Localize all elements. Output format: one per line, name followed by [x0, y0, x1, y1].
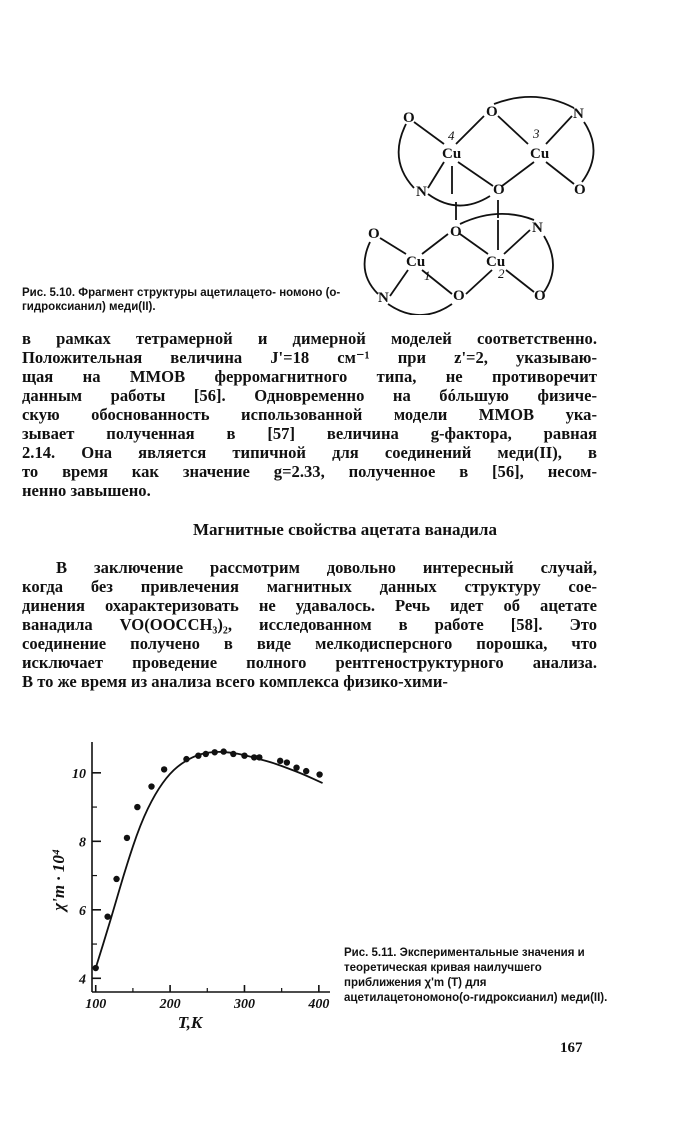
y-tick-label: 8: [79, 835, 86, 851]
data-point: [241, 752, 247, 758]
fitted-curve: [96, 752, 323, 968]
atom-o: O: [403, 110, 415, 126]
data-point: [220, 748, 226, 754]
data-point: [212, 749, 218, 755]
data-point: [93, 965, 99, 971]
atom-o: O: [493, 182, 505, 198]
susceptibility-chart: [40, 730, 340, 1040]
body-text-line: 2.14. Она является типичной для соединений меди(II), в: [22, 443, 597, 462]
body-text-line: щая на ММОВ ферромагнитного типа, не противоречит: [22, 367, 597, 386]
x-tick-label: 300: [233, 997, 255, 1012]
chart-curve-group: [96, 752, 323, 968]
atom-o: O: [574, 182, 586, 198]
atom-o: O: [450, 224, 462, 240]
y-tick-label: 4: [79, 972, 86, 988]
body-text-line: то время как значение g=2.33, полученное в [56], несом-: [22, 462, 597, 481]
data-point: [183, 756, 189, 762]
figure-caption: Рис. 5.11. Экспериментальные значения и теоретическая кривая наилучшего приближения χ'm (T) для ацетилацетономоно(о-гидроксианил) меди(II).: [344, 947, 608, 1004]
x-tick-label: 400: [308, 997, 330, 1012]
body-text-line: в рамках тетрамерной и димерной моделей соответственно.: [22, 329, 597, 348]
data-point: [195, 752, 201, 758]
page-number: 167: [560, 1040, 583, 1056]
atom-n: N: [416, 184, 427, 200]
body-text-line: ненно завышено.: [22, 481, 151, 500]
body-text-line: В то же время из анализа всего комплекса физико-хими-: [22, 672, 448, 691]
data-point: [316, 771, 322, 777]
atom-n: N: [532, 220, 543, 236]
atom-o: O: [486, 104, 498, 120]
data-point: [148, 783, 154, 789]
x-tick-label: 100: [85, 997, 107, 1012]
body-text-line: В заключение рассмотрим довольно интересный случай,: [56, 558, 597, 577]
body-text-line: ванадила VO(OOCCH₃)₂, исследованном в работе [58]. Это: [22, 615, 597, 634]
body-text-line: скую обоснованность использованной модели ММОВ ука-: [22, 405, 597, 424]
data-point: [161, 766, 167, 772]
data-point: [203, 751, 209, 757]
body-text-line: данным работы [56]. Одновременно на бóльшую физиче-: [22, 386, 597, 405]
center-label: 1: [424, 268, 431, 283]
section-heading: Магнитные свойства ацетата ванадила: [193, 520, 497, 539]
body-text-line: соединение получено в виде мелкодисперсного порошка, что: [22, 634, 597, 653]
center-label: 2: [498, 266, 505, 281]
body-text-line: динения охарактеризовать не удавалось. Речь идет об ацетате: [22, 596, 597, 615]
data-point: [134, 804, 140, 810]
data-point: [104, 913, 110, 919]
atom-cu: Cu: [486, 254, 506, 270]
chart-axes: [92, 742, 330, 992]
data-point: [230, 751, 236, 757]
data-point: [293, 764, 299, 770]
atom-o: O: [534, 288, 546, 304]
atom-n: N: [573, 106, 584, 122]
y-axis-label: χ'm · 10⁴: [49, 849, 68, 911]
data-point: [256, 754, 262, 760]
data-point: [124, 835, 130, 841]
chart-ticks: [72, 767, 329, 1012]
body-text-line: Положительная величина J'=18 см⁻¹ при z'=2, указываю-: [22, 348, 597, 367]
data-point: [277, 758, 283, 764]
chart-points-group: [93, 748, 323, 971]
data-point: [113, 876, 119, 882]
x-axis-label: T,K: [177, 1013, 203, 1032]
atom-cu: Cu: [442, 146, 462, 162]
atom-cu: Cu: [530, 146, 550, 162]
center-label: 4: [448, 128, 455, 143]
y-tick-label: 10: [72, 766, 86, 782]
atom-n: N: [378, 290, 389, 306]
structure-diagram: [348, 90, 608, 315]
atom-o: O: [453, 288, 465, 304]
center-label: 3: [533, 126, 540, 141]
bond-lines: [365, 97, 594, 315]
body-text-line: исключает проведение полного рентгеноструктурного анализа.: [22, 653, 597, 672]
atom-o: O: [368, 226, 380, 242]
data-point: [303, 768, 309, 774]
x-tick-label: 200: [159, 997, 181, 1012]
atom-cu: Cu: [406, 254, 426, 270]
figure-caption: Рис. 5.10. Фрагмент структуры ацетилацето- номоно (о-гидроксианил) меди(II).: [22, 287, 341, 313]
data-point: [284, 759, 290, 765]
y-tick-label: 6: [79, 903, 86, 919]
body-text-line: зывает полученная в [57] величина g-фактора, равная: [22, 424, 597, 443]
body-text-line: когда без привлечения магнитных данных структуру сое-: [22, 577, 597, 596]
